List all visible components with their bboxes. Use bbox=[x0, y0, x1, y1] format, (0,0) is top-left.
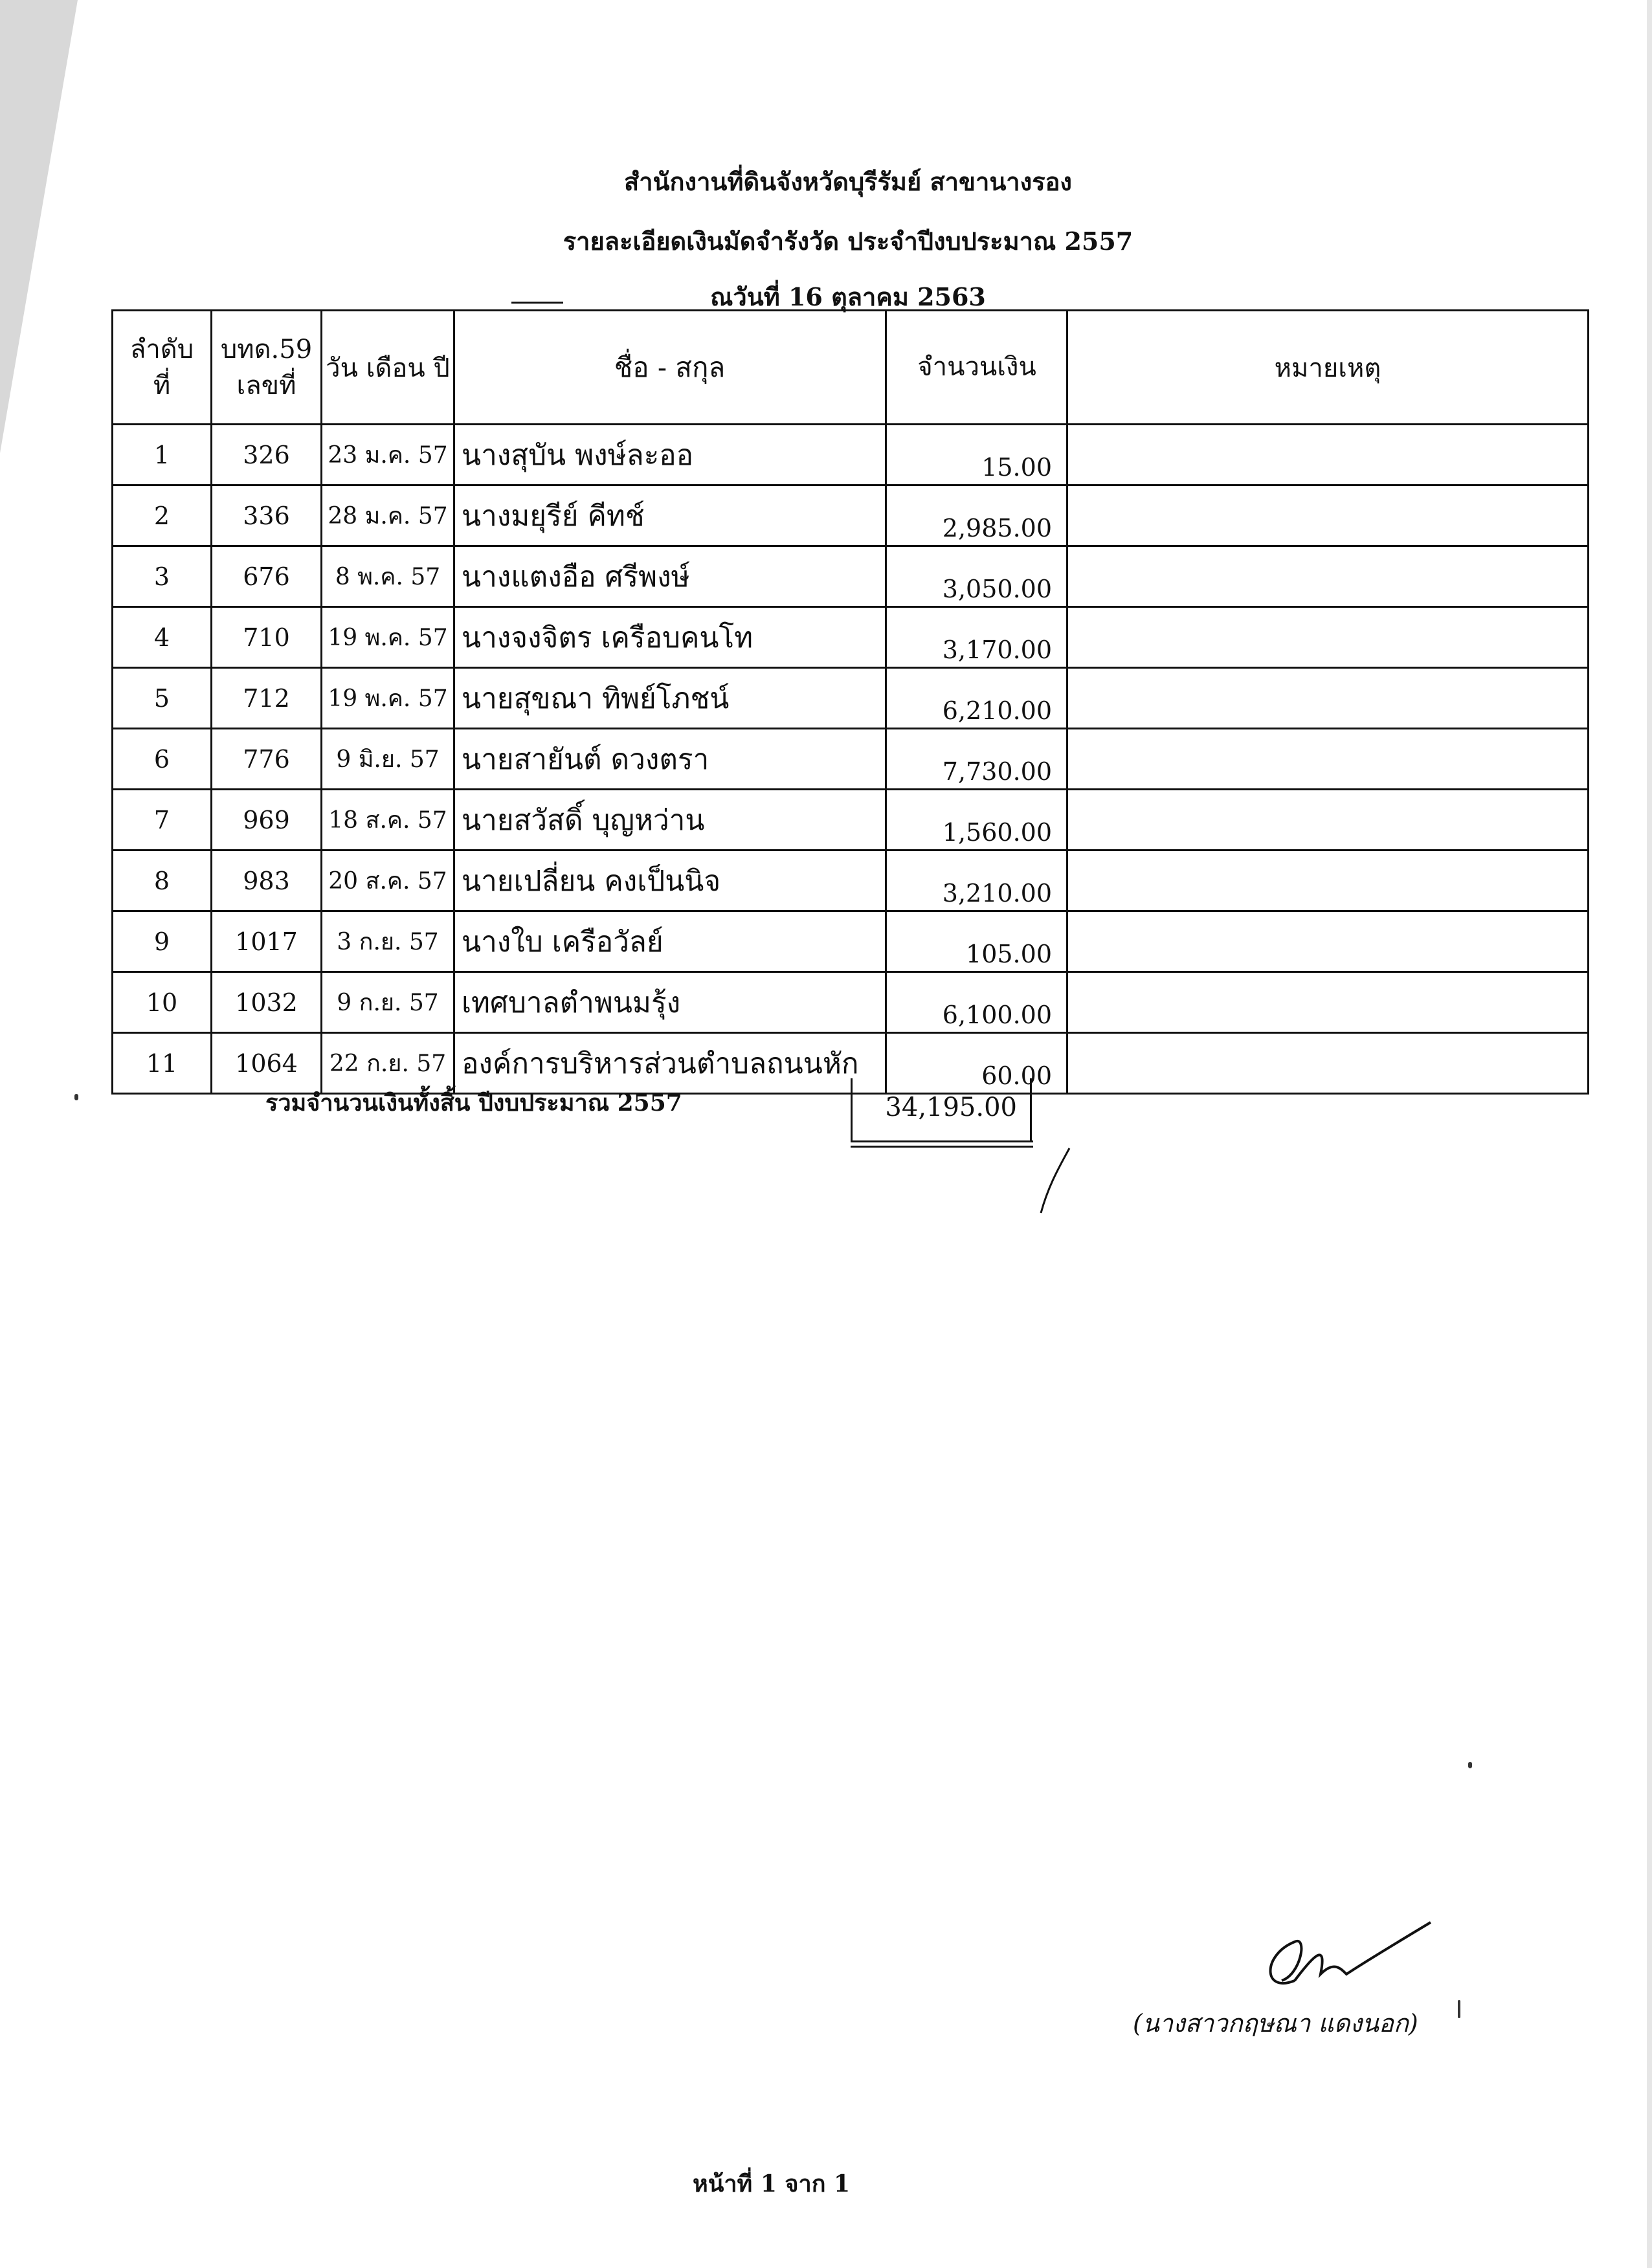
cell-name: นายสวัสดิ์ บุญหว่าน bbox=[454, 790, 886, 850]
col-header-no: ลำดับ ที่ bbox=[113, 311, 212, 425]
table-row bbox=[113, 668, 1589, 729]
cell-book: 676 bbox=[212, 546, 322, 607]
document-date: ณวันที่ 16 ตุลาคม 2563 bbox=[710, 282, 986, 311]
cell-date: 20 ส.ค. 57 bbox=[322, 850, 454, 911]
cell-book: 776 bbox=[212, 729, 322, 790]
cell-no: 9 bbox=[113, 911, 212, 972]
cell-date: 3 ก.ย. 57 bbox=[322, 911, 454, 972]
cell-note bbox=[1067, 1033, 1589, 1094]
cell-name: นายสายันต์ ดวงตรา bbox=[454, 729, 886, 790]
cell-date: 18 ส.ค. 57 bbox=[322, 790, 454, 850]
scan-speck bbox=[74, 1094, 78, 1100]
cell-book: 710 bbox=[212, 607, 322, 668]
total-double-rule-lower bbox=[851, 1146, 1033, 1148]
cell-note bbox=[1067, 911, 1589, 972]
document-title: รายละเอียดเงินมัดจำรังวัด ประจำปีงบประมาณ 2557 bbox=[563, 227, 1133, 256]
cell-no: 8 bbox=[113, 850, 212, 911]
cell-name: นายเปลี่ยน คงเป็นนิจ bbox=[454, 850, 886, 911]
scan-edge bbox=[1647, 0, 1652, 2268]
cell-amount: 6,210.00 bbox=[886, 668, 1067, 729]
table-row bbox=[113, 972, 1589, 1033]
cell-date: 19 พ.ค. 57 bbox=[322, 607, 454, 668]
cell-book: 969 bbox=[212, 790, 322, 850]
pen-tick-mark bbox=[1036, 1146, 1075, 1217]
cell-name: นางแตงอือ ศรีพงษ์ bbox=[454, 546, 886, 607]
cell-book: 712 bbox=[212, 668, 322, 729]
cell-no: 4 bbox=[113, 607, 212, 668]
table-row bbox=[113, 546, 1589, 607]
total-label: รวมจำนวนเงินทั้งสิ้น ปีงบประมาณ 2557 bbox=[265, 1089, 682, 1117]
col-header-amount: จำนวนเงิน bbox=[886, 311, 1067, 425]
col-header-name: ชื่อ - สกุล bbox=[454, 311, 886, 425]
cell-no: 5 bbox=[113, 668, 212, 729]
cell-book: 326 bbox=[212, 425, 322, 485]
cell-no: 7 bbox=[113, 790, 212, 850]
col-header-book: บทด.59 เลขที่ bbox=[212, 311, 322, 425]
scan-speck bbox=[1458, 2000, 1460, 2018]
table-row bbox=[113, 850, 1589, 911]
cell-name: นางจงจิตร เครือบคนโท bbox=[454, 607, 886, 668]
cell-amount: 1,560.00 bbox=[886, 790, 1067, 850]
cell-note bbox=[1067, 790, 1589, 850]
pen-dash bbox=[511, 302, 563, 304]
cell-book: 1064 bbox=[212, 1033, 322, 1094]
cell-name: องค์การบริหารส่วนตำบลถนนหัก bbox=[454, 1033, 886, 1094]
cell-date: 23 ม.ค. 57 bbox=[322, 425, 454, 485]
page-number: หน้าที่ 1 จาก 1 bbox=[693, 2170, 851, 2197]
cell-no: 6 bbox=[113, 729, 212, 790]
cell-name: นางใบ เครือวัลย์ bbox=[454, 911, 886, 972]
cell-no: 2 bbox=[113, 485, 212, 546]
cell-amount: 3,210.00 bbox=[886, 850, 1067, 911]
cell-date: 9 ก.ย. 57 bbox=[322, 972, 454, 1033]
cell-amount: 3,170.00 bbox=[886, 607, 1067, 668]
cell-amount: 2,985.00 bbox=[886, 485, 1067, 546]
cell-name: นางมยุรีย์ คีทช์ bbox=[454, 485, 886, 546]
cell-note bbox=[1067, 485, 1589, 546]
table-row bbox=[113, 607, 1589, 668]
cell-note bbox=[1067, 850, 1589, 911]
cell-note bbox=[1067, 668, 1589, 729]
cell-amount: 15.00 bbox=[886, 425, 1067, 485]
cell-amount: 6,100.00 bbox=[886, 972, 1067, 1033]
cell-book: 1032 bbox=[212, 972, 322, 1033]
cell-no: 11 bbox=[113, 1033, 212, 1094]
table-row bbox=[113, 911, 1589, 972]
cell-amount: 60.00 bbox=[886, 1033, 1067, 1094]
cell-name: นางสุบัน พงษ์ละออ bbox=[454, 425, 886, 485]
cell-no: 3 bbox=[113, 546, 212, 607]
cell-book: 1017 bbox=[212, 911, 322, 972]
col-header-date: วัน เดือน ปี bbox=[322, 311, 454, 425]
cell-date: 19 พ.ค. 57 bbox=[322, 668, 454, 729]
table-header-row bbox=[113, 311, 1589, 425]
table-row bbox=[113, 425, 1589, 485]
total-double-rule bbox=[851, 1140, 1033, 1142]
cell-no: 10 bbox=[113, 972, 212, 1033]
cell-book: 336 bbox=[212, 485, 322, 546]
signature-mark bbox=[1256, 1916, 1437, 2000]
cell-date: 28 ม.ค. 57 bbox=[322, 485, 454, 546]
cell-amount: 105.00 bbox=[886, 911, 1067, 972]
cell-name: เทศบาลตำพนมรุ้ง bbox=[454, 972, 886, 1033]
col-header-note: หมายเหตุ bbox=[1067, 311, 1589, 425]
office-heading: สำนักงานที่ดินจังหวัดบุรีรัมย์ สาขานางรอง bbox=[624, 167, 1072, 196]
cell-note bbox=[1067, 729, 1589, 790]
scan-speck bbox=[1468, 1762, 1472, 1768]
cell-note bbox=[1067, 972, 1589, 1033]
scan-shadow bbox=[0, 0, 78, 453]
deposit-table bbox=[111, 309, 1589, 1095]
cell-book: 983 bbox=[212, 850, 322, 911]
cell-date: 22 ก.ย. 57 bbox=[322, 1033, 454, 1094]
cell-amount: 7,730.00 bbox=[886, 729, 1067, 790]
table-row bbox=[113, 790, 1589, 850]
table-row bbox=[113, 729, 1589, 790]
cell-date: 9 มิ.ย. 57 bbox=[322, 729, 454, 790]
table-row bbox=[113, 485, 1589, 546]
cell-name: นายสุขณา ทิพย์โภชน์ bbox=[454, 668, 886, 729]
cell-date: 8 พ.ค. 57 bbox=[322, 546, 454, 607]
cell-no: 1 bbox=[113, 425, 212, 485]
total-amount: 34,195.00 bbox=[851, 1078, 1032, 1140]
signatory-name: (นางสาวกฤษณา แดงนอก) bbox=[1133, 2009, 1418, 2038]
cell-amount: 3,050.00 bbox=[886, 546, 1067, 607]
cell-note bbox=[1067, 425, 1589, 485]
cell-note bbox=[1067, 607, 1589, 668]
cell-note bbox=[1067, 546, 1589, 607]
